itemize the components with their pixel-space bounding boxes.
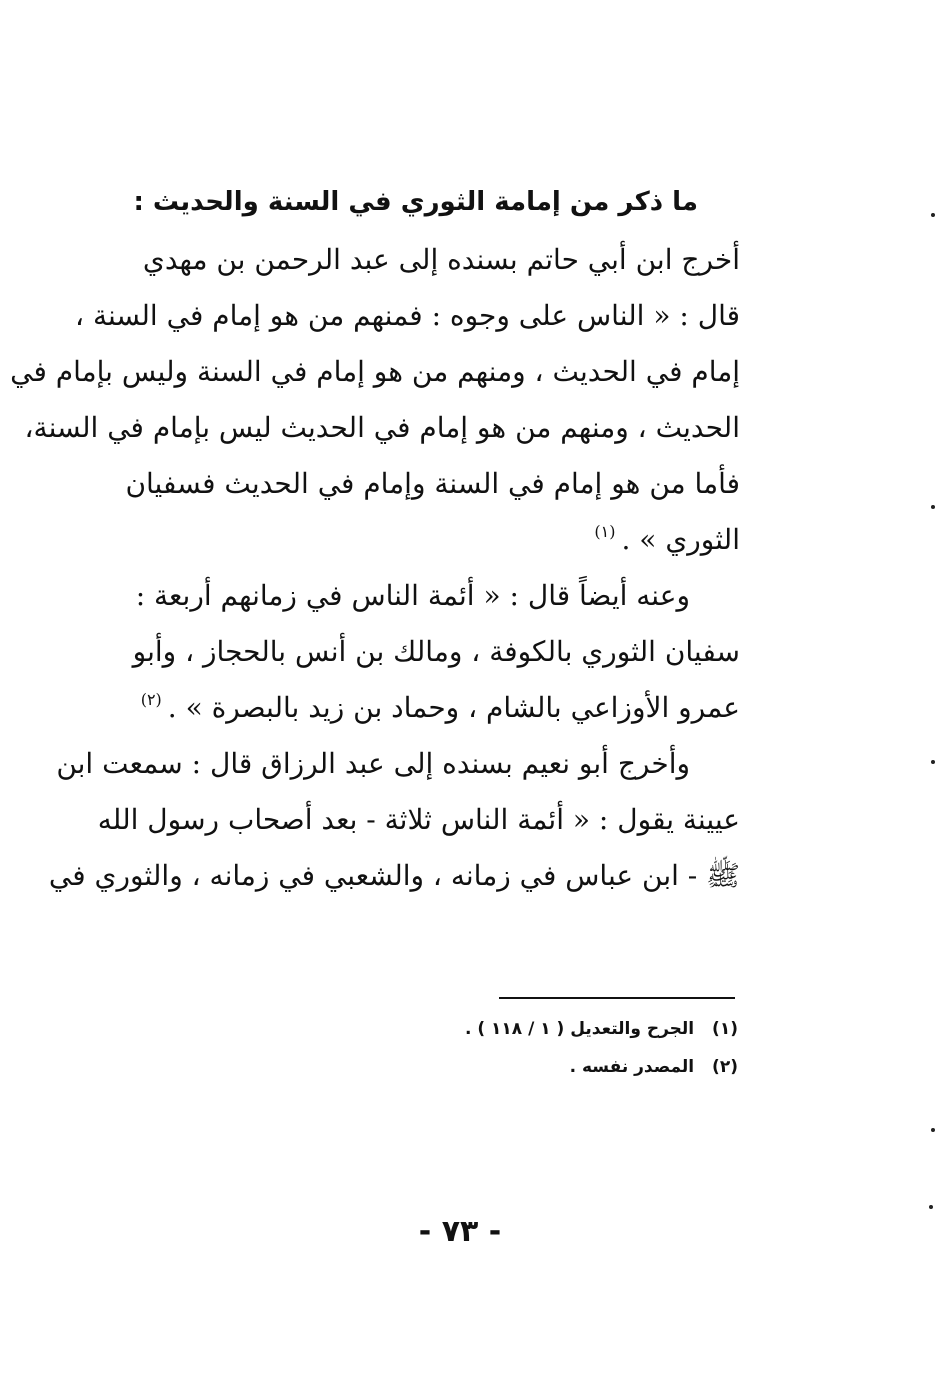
text-segment: الثوري » . [621, 523, 740, 556]
footnotes [300, 1010, 738, 1086]
text-line: وعنه أيضاً قال : « أئمة الناس في زمانهم أربعة : [135, 579, 690, 612]
text-line: إمام في الحديث ، ومنهم من هو إمام في السنة وليس بإمام في [10, 355, 740, 388]
body-text [10, 232, 740, 904]
scan-speck [931, 505, 935, 509]
footnote-text: المصدر نفسه . [569, 1057, 695, 1077]
text-line: قال : « الناس على وجوه : فمنهم من هو إمام في السنة ، [75, 299, 740, 332]
footnote-number: (١) [712, 1019, 738, 1039]
footnote-number: (٢) [712, 1057, 738, 1077]
text-line: فأما من هو إمام في السنة وإمام في الحديث فسفيان [125, 467, 740, 500]
footnote-ref-1[interactable]: (١) [594, 522, 616, 541]
scan-speck [931, 760, 935, 764]
text-line-with-ref [145, 512, 740, 568]
text-line: وأخرج أبو نعيم بسنده إلى عبد الرزاق قال : سمعت ابن [56, 747, 690, 780]
footnote-item [300, 1010, 738, 1048]
section-heading: ما ذكر من إمامة الثوري في السنة والحديث : [133, 187, 698, 217]
footnote-text: الجرح والتعديل ( ١ / ١١٨ ) . [464, 1019, 695, 1039]
page-number: - ٧٣ - [418, 1214, 502, 1249]
text-segment: عمرو الأوزاعي بالشام ، وحماد بن زيد بالبصرة » . [167, 691, 740, 724]
footnote-ref-2[interactable]: (٢) [140, 690, 162, 709]
text-line: الحديث ، ومنهم من هو إمام في الحديث ليس بإمام في السنة، [24, 411, 740, 444]
footnote-item [300, 1048, 738, 1086]
text-line: ﷺ - ابن عباس في زمانه ، والشعبي في زمانه ، والثوري في [48, 859, 740, 892]
text-line: عيينة يقول : « أئمة الناس ثلاثة - بعد أصحاب رسول الله [97, 803, 740, 836]
scan-speck [931, 213, 935, 217]
text-line: أخرج ابن أبي حاتم بسنده إلى عبد الرحمن بن مهدي [142, 243, 740, 276]
text-line-with-ref [140, 680, 740, 736]
footnote-divider [499, 997, 735, 999]
text-line: سفيان الثوري بالكوفة ، ومالك بن أنس بالحجاز ، وأبو [132, 635, 740, 668]
scan-speck [929, 1205, 933, 1209]
scan-speck [931, 1128, 935, 1132]
